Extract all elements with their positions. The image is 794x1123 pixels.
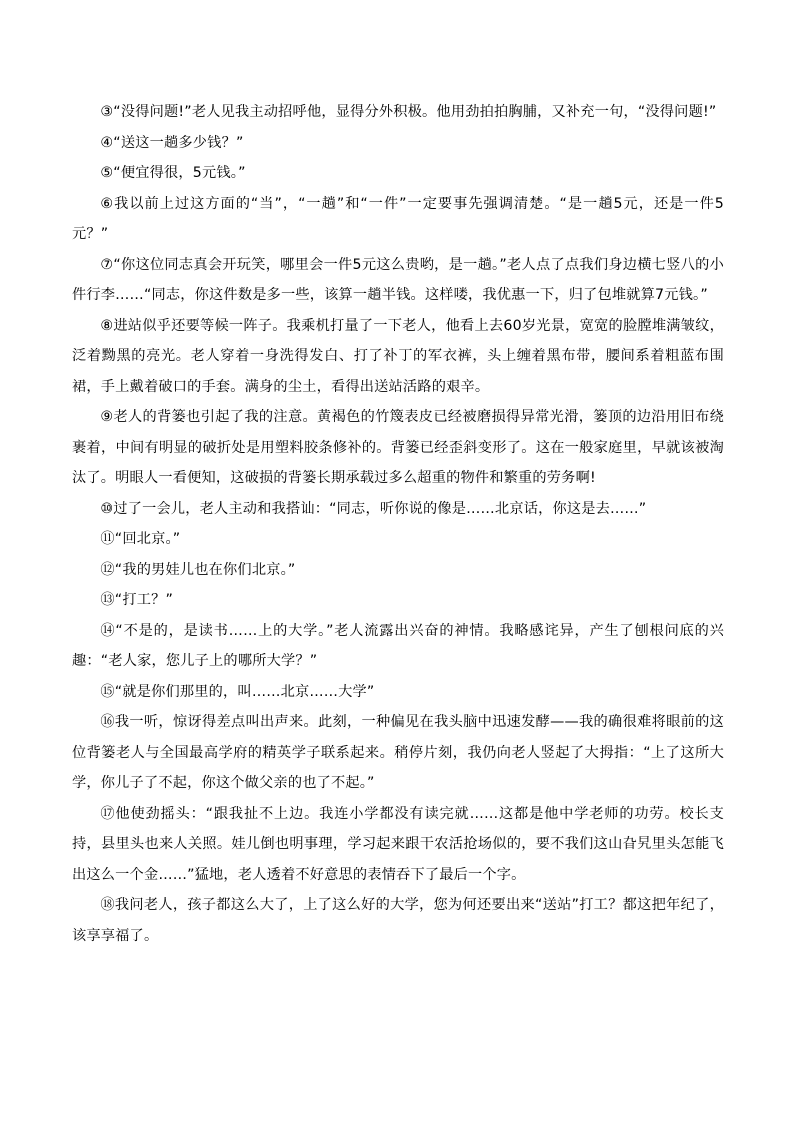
paragraph-8: ⑧进站似乎还要等候一阵子。我乘机打量了一下老人，他看上去60岁光景，宽宽的脸膛堆满皱纹，泛着黝黑的亮光。老人穿着一身洗得发白、打了补丁的军衣裤，头上缠着黑布带，腰间系着粗蓝布围裙，手上戴着破口的手套。满身的尘土，看得出送站活路的艰辛。 — [72, 317, 724, 395]
paragraph-13: ⑬“打工？” — [100, 592, 174, 608]
paragraph-3: ③“没得问题!”老人见我主动招呼他，显得分外积极。他用劲拍拍胸脯，又补充一句，“没得问题!” — [100, 104, 717, 120]
paragraph-7: ⑦“你这位同志真会开玩笑，哪里会一件5元这么贵哟，是一趟。”老人点了点我们身边横七竖八的小件行李……“同志，你这件数是多一些，该算一趟半钱。这样喽，我优惠一下，归了包堆就算7元钱。” — [72, 256, 724, 303]
paragraph-18: ⑱我问老人，孩子都这么大了，上了这么好的大学，您为何还要出来“送站”打工？都这把年纪了，该享享福了。 — [72, 897, 724, 944]
paragraph-17: ⑰他使劲摇头：“跟我扯不上边。我连小学都没有读完就……这都是他中学老师的功劳。校长支持，县里头也来人关照。娃儿倒也明事理，学习起来跟干农活抢场似的，要不我们这山旮旯里头怎能飞出这么一个金……”猛地，老人透着不好意思的表情吞下了最后一个字。 — [72, 805, 724, 883]
paragraph-15: ⑮“就是你们那里的，叫……北京……大学” — [100, 683, 375, 700]
paragraph-16: ⑯我一听，惊讶得差点叫出声来。此刻，一种偏见在我头脑中迅速发酵——我的确很难将眼前的这位背篓老人与全国最高学府的精英学子联系起来。稍停片刻，我仍向老人竖起了大拇指：“上了这所大学，你儿子了不起，你这个做父亲的也了不起。” — [72, 714, 724, 791]
paragraph-11: ⑪“回北京。” — [100, 531, 181, 547]
paragraph-10: ⑩过了一会儿，老人主动和我搭讪：“同志，听你说的像是……北京话，你这是去……” — [100, 500, 647, 517]
paragraph-5: ⑤“便宜得很，5元钱。” — [100, 165, 246, 181]
paragraph-14: ⑭“不是的，是读书……上的大学。”老人流露出兴奋的神情。我略感诧异，产生了刨根问底的兴趣：“老人家，您儿子上的哪所大学？” — [72, 622, 724, 669]
paragraph-6: ⑥我以前上过这方面的“当”，“一趟”和“一件”一定要事先强调清楚。“是一趟5元，还是一件5元？” — [72, 195, 724, 242]
paragraph-4: ④“送这一趟多少钱？” — [100, 134, 244, 151]
paragraph-9: ⑨老人的背篓也引起了我的注意。黄褐色的竹篾表皮已经被磨损得异常光滑，篓顶的边沿用旧布绕裹着，中间有明显的破折处是用塑料胶条修补的。背篓已经歪斜变形了。这在一般家庭里，早就该被淘汰了。明眼人一看便知，这破损的背篓长期承载过多么超重的物件和繁重的劳务啊! — [72, 409, 724, 486]
paragraph-12: ⑫“我的男娃儿也在你们北京。” — [100, 561, 296, 578]
article-body — [72, 97, 724, 951]
